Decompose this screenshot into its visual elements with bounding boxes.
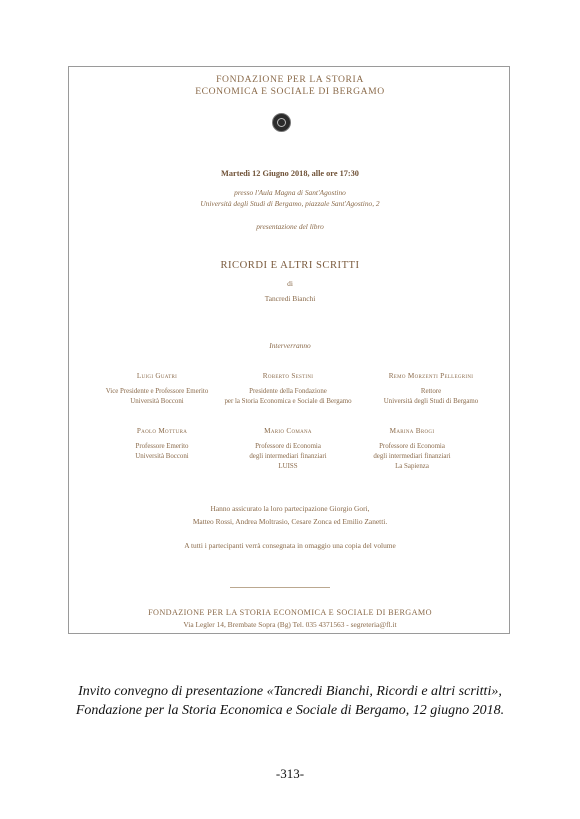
- speaker-sestini: [208, 371, 368, 407]
- speaker-role: Professore di Economia: [379, 443, 445, 450]
- speaker-name: Mario Comana: [264, 427, 312, 435]
- venue-line-1: presso l'Aula Magna di Sant'Agostino: [234, 188, 346, 197]
- speaker-role: Vice Presidente e Professore Emerito: [105, 388, 209, 395]
- speaker-institution: LUISS: [278, 463, 298, 470]
- speaker-name: Luigi Guatri: [136, 372, 178, 380]
- speakers-label: Interverranno: [269, 341, 311, 350]
- caption-line-2: Fondazione per la Storia Economica e Sociale di Bergamo, 12 giugno 2018.: [75, 703, 505, 718]
- speaker-name: Paolo Mottura: [136, 427, 188, 435]
- speaker-affiliation: degli intermediari finanziari: [249, 453, 327, 460]
- speaker-affiliation: per la Storia Economica e Sociale di Bergamo: [224, 398, 352, 405]
- speaker-name: Roberto Sestini: [262, 372, 314, 380]
- caption-line-1: Invito convegno di presentazione «Tancredi Bianchi, Ricordi e altri scritti»,: [78, 684, 502, 699]
- speaker-affiliation: Università Bocconi: [135, 453, 189, 460]
- foundation-seal-icon: [272, 113, 291, 132]
- org-line-2: ECONOMICA E SOCIALE DI BERGAMO: [195, 86, 385, 97]
- speaker-mottura: [92, 426, 232, 462]
- speaker-role: Professore Emerito: [135, 443, 189, 450]
- speaker-comana: [218, 426, 358, 472]
- venue-line-2: Università degli Studi di Bergamo, piazzale Sant'Agostino, 2: [200, 199, 380, 208]
- speaker-institution: La Sapienza: [395, 463, 429, 470]
- speaker-affiliation: Università Bocconi: [130, 398, 184, 405]
- speaker-role: Presidente della Fondazione: [249, 388, 327, 395]
- footer-organization: FONDAZIONE PER LA STORIA ECONOMICA E SOCIALE DI BERGAMO: [148, 608, 432, 617]
- speaker-brogi: [342, 426, 482, 472]
- speaker-role: Rettore: [420, 388, 442, 395]
- footer-address: Via Legler 14, Brembate Sopra (Bg) Tel. 035 4371563 - segreteria@fl.it: [183, 620, 397, 629]
- book-title: RICORDI E ALTRI SCRITTI: [220, 260, 360, 271]
- figure-caption: [0, 682, 580, 720]
- presentation-label: presentazione del libro: [256, 222, 324, 231]
- gift-note: A tutti i partecipanti verrà consegnata in omaggio una copia del volume: [184, 541, 396, 550]
- speaker-role: Professore di Economia: [255, 443, 321, 450]
- participation-line-1: Hanno assicurato la loro partecipazione Giorgio Gori,: [210, 504, 370, 513]
- participation-line-2: Matteo Rossi, Andrea Moltrasio, Cesare Zonca ed Emilio Zanetti.: [192, 517, 388, 526]
- speaker-morzenti-pellegrini: [356, 371, 506, 407]
- speaker-name: Marina Brogi: [389, 427, 435, 435]
- speaker-name: Remo Morzenti Pellegrini: [388, 372, 474, 380]
- event-date: Martedì 12 Giugno 2018, alle ore 17:30: [221, 169, 359, 178]
- org-line-1: FONDAZIONE PER LA STORIA: [216, 74, 364, 85]
- speaker-affiliation: Università degli Studi di Bergamo: [383, 398, 479, 405]
- page-number: -313-: [275, 766, 305, 781]
- by-label: di: [287, 279, 293, 288]
- author-name: Tancredi Bianchi: [264, 294, 316, 303]
- speaker-affiliation: degli intermediari finanziari: [373, 453, 451, 460]
- divider-rule: [230, 587, 330, 588]
